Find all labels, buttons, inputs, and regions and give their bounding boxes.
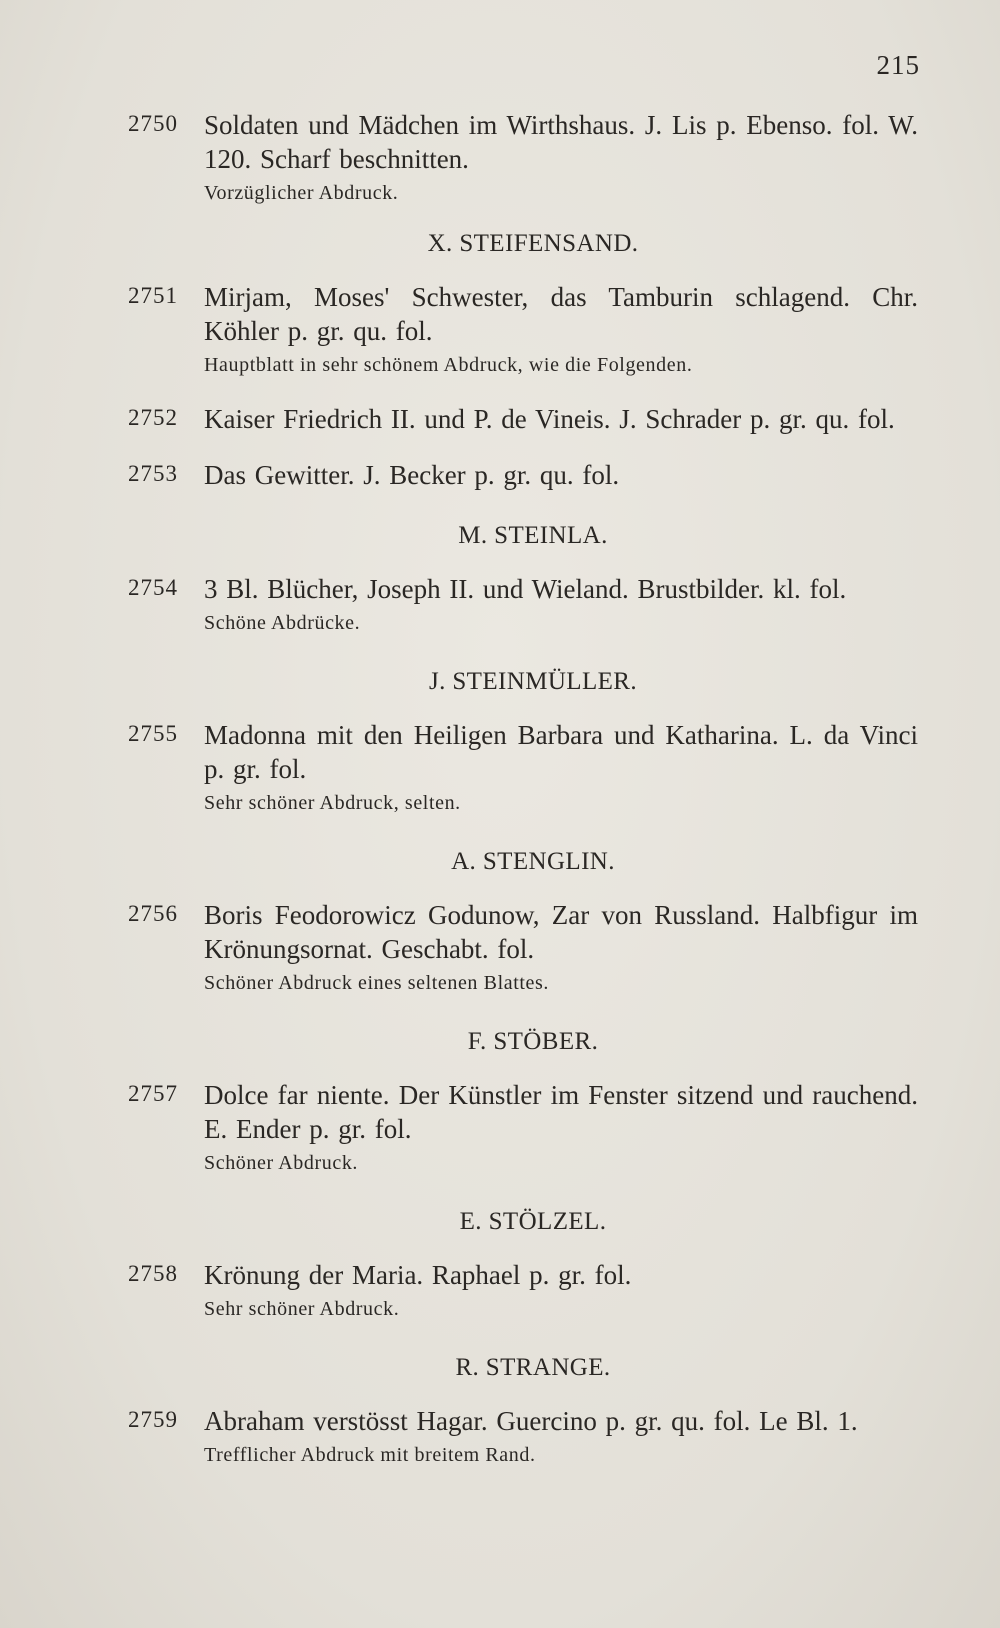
entry-title: Madonna mit den Heiligen Barbara und Katharina. L. da Vinci p. gr. fol.	[204, 720, 918, 784]
catalog-entry	[128, 280, 918, 380]
artist-heading: J. STEINMÜLLER.	[428, 668, 638, 695]
entry-title: Soldaten und Mädchen im Wirthshaus. J. Lis p. Ebenso. fol. W. 120. Scharf beschnitten.	[204, 110, 918, 174]
artist-heading: M. STEINLA.	[458, 522, 608, 549]
entry-number: 2756	[128, 901, 178, 926]
entry-note: Sehr schöner Abdruck, selten.	[204, 792, 461, 814]
entry-number: 2759	[128, 1407, 178, 1432]
entry-note: Schöner Abdruck eines seltenen Blattes.	[204, 972, 549, 994]
catalog-listing	[128, 108, 918, 1470]
entry-title: Boris Feodorowicz Godunow, Zar von Russland. Halbfigur im Krönungsornat. Geschabt. fol.	[204, 900, 918, 964]
entry-title: 3 Bl. Blücher, Joseph II. und Wieland. Brustbilder. kl. fol.	[204, 574, 847, 604]
entry-note: Vorzüglicher Abdruck.	[204, 182, 399, 204]
entry-number: 2754	[128, 575, 178, 600]
page-number: 215	[876, 50, 920, 80]
entry-number: 2758	[128, 1261, 178, 1286]
entry-title: Abraham verstösst Hagar. Guercino p. gr. qu. fol. Le Bl. 1.	[204, 1406, 858, 1436]
entry-number: 2753	[128, 461, 178, 486]
entry-number: 2751	[128, 283, 178, 308]
catalog-entry	[128, 458, 918, 492]
catalog-entry	[128, 1404, 918, 1470]
catalog-entry	[128, 1078, 918, 1178]
entry-note: Trefflicher Abdruck mit breitem Rand.	[204, 1444, 536, 1466]
entry-title: Kaiser Friedrich II. und P. de Vineis. J. Schrader p. gr. qu. fol.	[204, 404, 895, 434]
entry-note: Schöner Abdruck.	[204, 1152, 359, 1174]
entry-title: Mirjam, Moses' Schwester, das Tamburin schlagend. Chr. Köhler p. gr. qu. fol.	[204, 282, 918, 346]
entry-number: 2752	[128, 405, 178, 430]
artist-heading: X. STEIFENSAND.	[427, 230, 639, 257]
entry-note: Hauptblatt in sehr schönem Abdruck, wie die Folgenden.	[204, 354, 693, 376]
entry-note: Sehr schöner Abdruck.	[204, 1298, 400, 1320]
entry-title: Krönung der Maria. Raphael p. gr. fol.	[204, 1260, 632, 1290]
artist-heading: E. STÖLZEL.	[459, 1208, 607, 1235]
artist-heading: F. STÖBER.	[467, 1028, 599, 1055]
artist-heading: R. STRANGE.	[455, 1354, 611, 1381]
catalog-entry	[128, 108, 918, 208]
entry-note: Schöne Abdrücke.	[204, 612, 361, 634]
entry-number: 2757	[128, 1081, 178, 1106]
catalog-entry	[128, 402, 918, 436]
entry-number: 2750	[128, 111, 178, 136]
entry-number: 2755	[128, 721, 178, 746]
entry-title: Dolce far niente. Der Künstler im Fenster sitzend und rauchend. E. Ender p. gr. fol.	[204, 1080, 918, 1144]
catalog-entry	[128, 718, 918, 818]
catalog-entry	[128, 898, 918, 998]
artist-heading: A. STENGLIN.	[451, 848, 615, 875]
catalog-entry	[128, 1258, 918, 1324]
entry-title: Das Gewitter. J. Becker p. gr. qu. fol.	[204, 460, 620, 490]
catalog-entry	[128, 572, 918, 638]
